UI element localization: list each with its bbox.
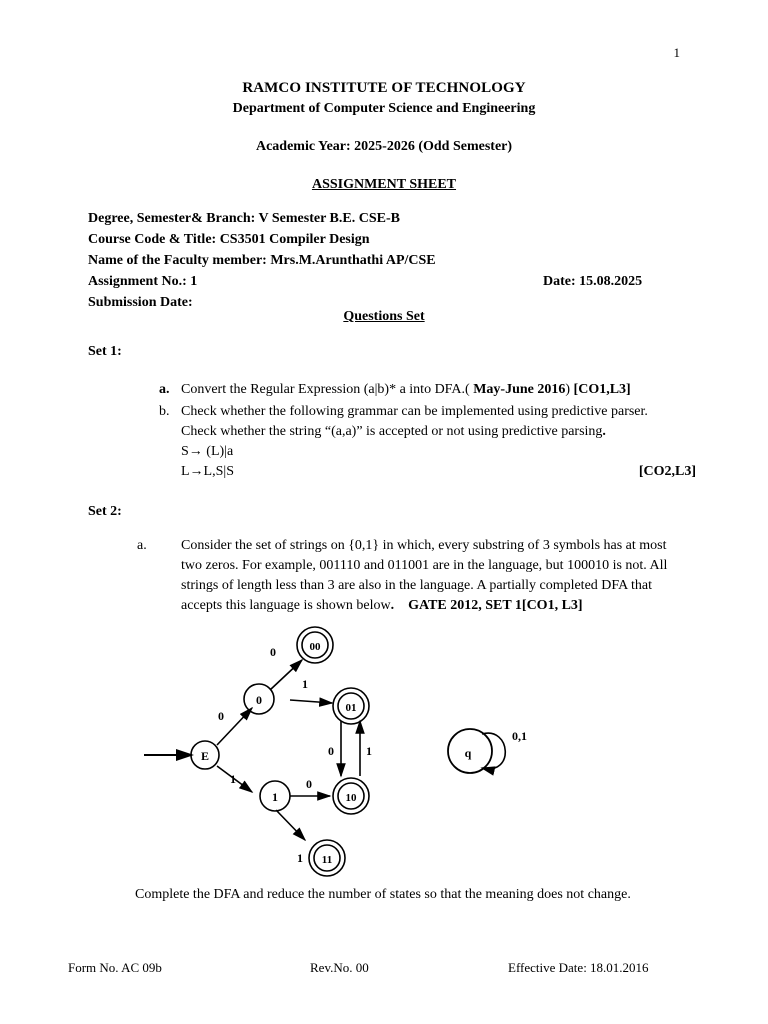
set-2-label: Set 2:: [88, 504, 122, 519]
state-10-label: 10: [345, 792, 357, 804]
q-self-loop: [482, 733, 505, 769]
state-01: [333, 688, 369, 724]
set1-item-b: [159, 402, 679, 442]
set1-item-a: [159, 380, 679, 400]
set1-item-a-text-bold: May-June 2016: [473, 382, 566, 397]
set-1-items: [159, 380, 696, 482]
set2-item-a-gate-tag: GATE 2012, SET 1[CO1, L3]: [408, 598, 583, 613]
edge-1-to-11: [276, 810, 305, 840]
state-01-label: 01: [345, 702, 357, 714]
document-title: ASSIGNMENT SHEET: [311, 177, 457, 192]
meta-assignment-no: Assignment No.: 1: [88, 274, 198, 289]
set-2-items: [137, 536, 669, 616]
edge-label-1-10: 0: [306, 777, 312, 791]
state-q-label: q: [464, 746, 472, 760]
set1-grammar: [159, 442, 696, 482]
department-name: Department of Computer Science and Engineering: [232, 101, 536, 116]
edge-0-to-01: [290, 700, 332, 703]
q-self-loop-label: 0,1: [512, 729, 527, 743]
state-00-label: 00: [309, 641, 321, 653]
state-10: [333, 778, 369, 814]
meta-degree: Degree, Semester& Branch: V Semester B.E. CSE-B: [88, 211, 400, 226]
meta-course: Course Code & Title: CS3501 Compiler Design: [88, 232, 370, 247]
state-00: [297, 627, 333, 663]
edge-label-1-11: 1: [297, 851, 303, 865]
footer-rev-no: Rev.No. 00: [310, 960, 369, 975]
set1-item-a-marker: a.: [159, 382, 170, 397]
edge-label-E-1: 1: [230, 772, 236, 786]
state-E: [191, 741, 219, 769]
edge-0-to-00: [270, 660, 302, 690]
grammar-line-1: S→ (L)|a: [181, 444, 234, 459]
state-11: [309, 840, 345, 876]
dfa-diagram: [130, 618, 650, 883]
meta-submission-date: Submission Date:: [88, 295, 193, 310]
set1-item-b-marker: b.: [159, 404, 170, 419]
set2-item-a-text-period: .: [390, 598, 395, 613]
state-0: [244, 684, 274, 714]
dfa-figure: [130, 618, 650, 883]
set1-item-a-text-close: ): [565, 382, 574, 397]
state-1: [260, 781, 290, 811]
edge-label-0-01: 1: [302, 677, 308, 691]
state-11-label: 11: [321, 854, 333, 866]
set1-item-b-text-period: .: [602, 424, 606, 439]
meta-faculty: Name of the Faculty member: Mrs.M.Arunthathi AP/CSE: [88, 253, 436, 268]
set1-item-b-text: Check whether the following grammar can be implemented using predictive parser. Check whether the string “(a,a)” is accepted or not using predictive parsing: [181, 404, 648, 439]
document-header: [0, 80, 768, 193]
footer-form-no: Form No. AC 09b: [68, 960, 162, 975]
set2-item-a-text: Consider the set of strings on {0,1} in which, every substring of 3 symbols has at most two zeros. For example, 001110 and 011001 are in the language, but 100010 is not. All strings of length less than 3 are also in the language. A partially completed DFA that accepts this language is shown below: [181, 538, 668, 613]
set-1-label: Set 1:: [88, 344, 122, 359]
set1-item-a-text: Convert the Regular Expression (a|b)* a into DFA.(: [181, 382, 474, 397]
set2-item-a-marker: a.: [137, 538, 147, 553]
meta-assignment-row: [88, 271, 688, 292]
institute-name: RAMCO INSTITUTE OF TECHNOLOGY: [242, 80, 526, 96]
grammar-line-2: L→L,S|S: [181, 464, 234, 479]
state-0-label: 0: [256, 693, 262, 707]
edge-label-0-00: 0: [270, 645, 276, 659]
meta-block: [88, 208, 688, 313]
questions-set-title: Questions Set: [343, 309, 425, 324]
state-E-label: E: [200, 749, 210, 763]
set1-item-b-co: [CO2,L3]: [638, 464, 696, 479]
academic-year: Academic Year: 2025-2026 (Odd Semester): [255, 139, 513, 154]
footer-effective-date: Effective Date: 18.01.2016: [508, 960, 649, 975]
edge-label-E-0: 0: [218, 709, 224, 723]
set2-item-a: [137, 536, 669, 616]
edge-label-10-01: 1: [366, 744, 372, 758]
edge-label-01-10: 0: [328, 744, 334, 758]
page-number: 1: [673, 45, 680, 60]
state-q: [448, 729, 527, 773]
set1-item-a-co: [CO1,L3]: [573, 382, 631, 397]
state-1-label: 1: [272, 790, 278, 804]
figure-caption: Complete the DFA and reduce the number of states so that the meaning does not change.: [135, 887, 631, 902]
meta-date: Date: 15.08.2025: [543, 274, 643, 289]
